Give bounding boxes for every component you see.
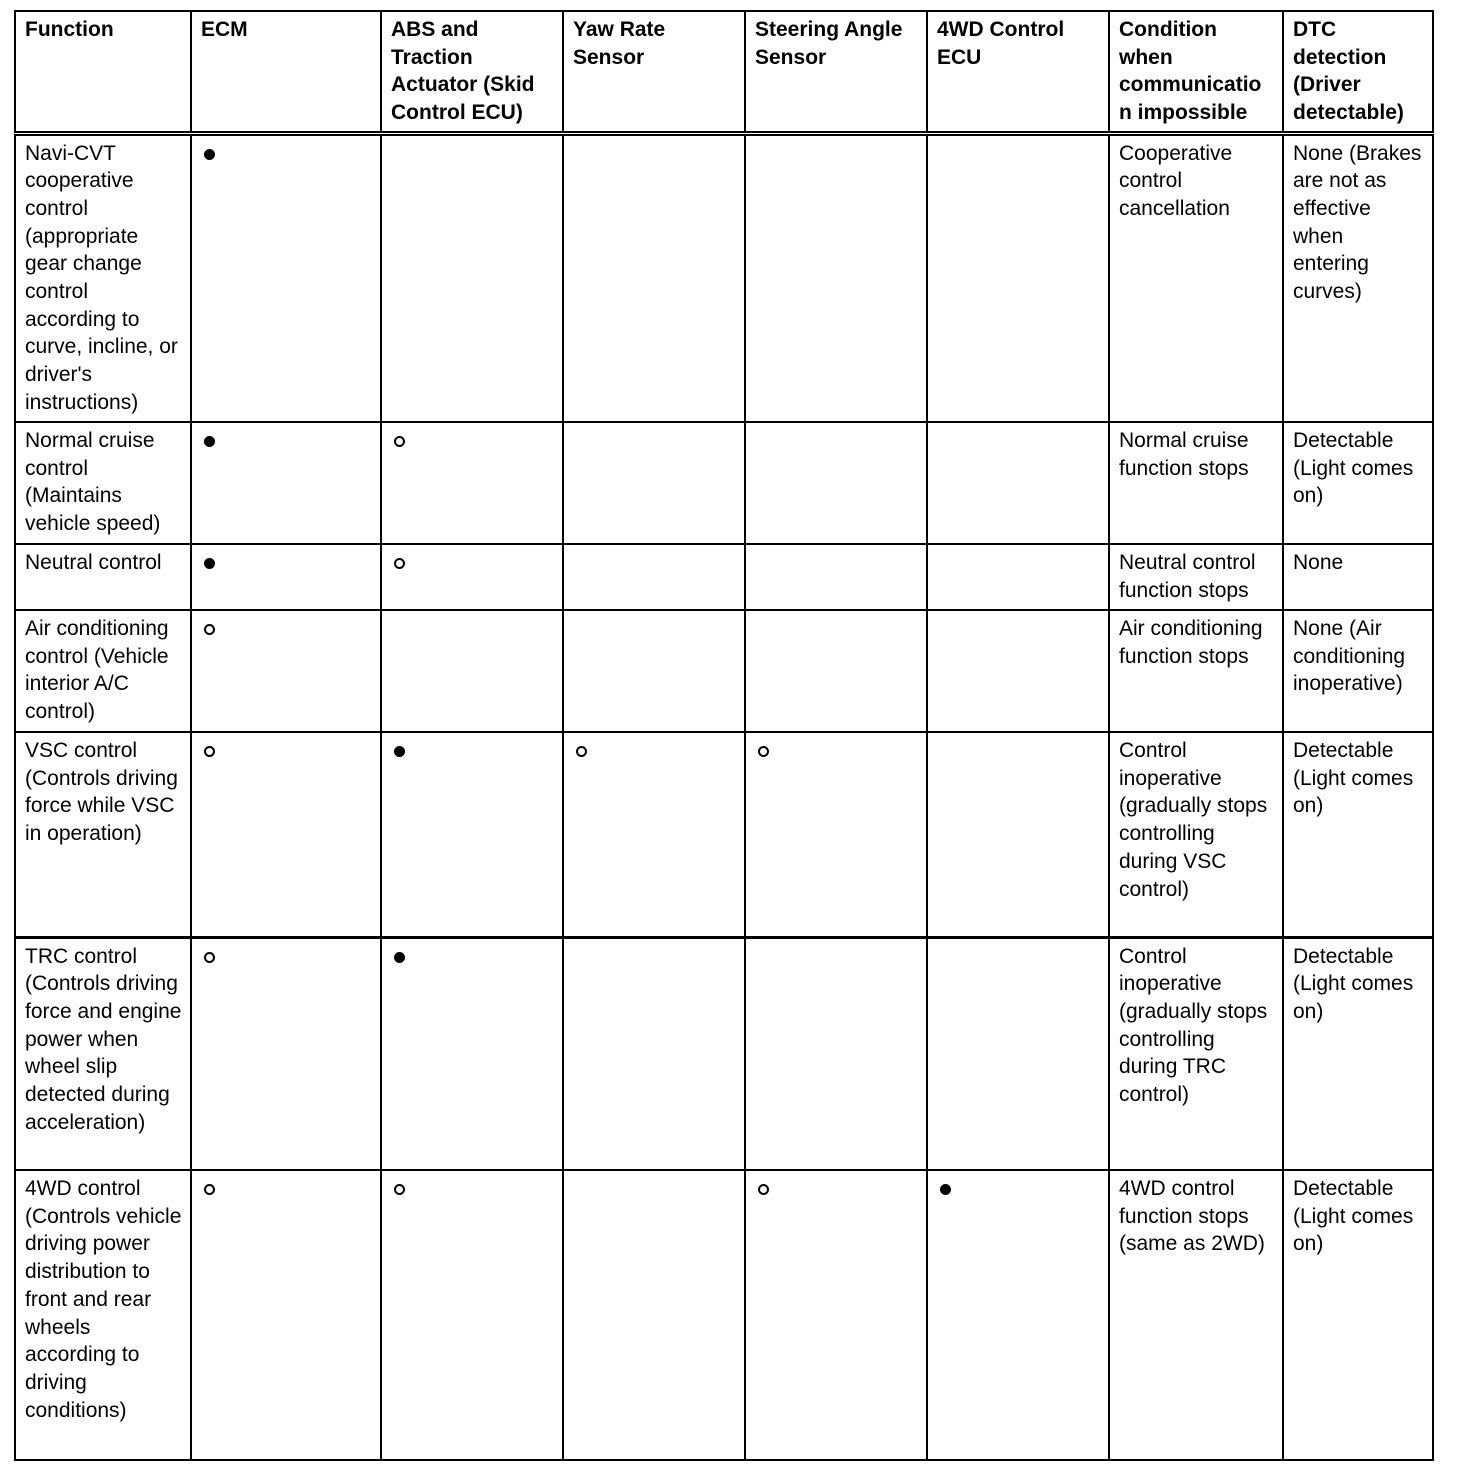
ecm-cell — [191, 1170, 381, 1460]
abs-cell — [381, 610, 563, 732]
condition-cell: Air conditioning function stops — [1109, 610, 1283, 732]
abs-cell — [381, 937, 563, 1170]
ecm-cell — [191, 422, 381, 544]
header-yaw-rate-sensor: Yaw Rate Sensor — [563, 11, 745, 133]
condition-cell: Normal cruise function stops — [1109, 422, 1283, 544]
fwd-cell — [927, 937, 1109, 1170]
abs-cell — [381, 133, 563, 422]
table-row — [15, 937, 1433, 1170]
abs-cell — [381, 422, 563, 544]
abs-cell — [381, 732, 563, 937]
steering-cell — [745, 422, 927, 544]
function-cell: Navi-CVT cooperative control (appropriate gear change control according to curve, incline, or driver's instructions) — [15, 133, 191, 422]
table-row — [15, 422, 1433, 544]
header-ecm: ECM — [191, 11, 381, 133]
condition-cell: Control inoperative (gradually stops controlling during TRC control) — [1109, 937, 1283, 1170]
open-circle-icon — [204, 746, 215, 757]
function-cell: VSC control (Controls driving force while VSC in operation) — [15, 732, 191, 937]
open-circle-icon — [394, 436, 405, 447]
condition-cell: Neutral control function stops — [1109, 544, 1283, 610]
yaw-cell — [563, 732, 745, 937]
header-abs-actuator: ABS and Traction Actuator (Skid Control ECU) — [381, 11, 563, 133]
open-circle-icon — [758, 1184, 769, 1195]
condition-cell: 4WD control function stops (same as 2WD) — [1109, 1170, 1283, 1460]
dtc-cell: Detectable (Light comes on) — [1283, 422, 1433, 544]
open-circle-icon — [204, 1184, 215, 1195]
function-cell: Air conditioning control (Vehicle interior A/C control) — [15, 610, 191, 732]
yaw-cell — [563, 422, 745, 544]
dtc-cell: Detectable (Light comes on) — [1283, 1170, 1433, 1460]
header-condition: Condition when communicatio n impossible — [1109, 11, 1283, 133]
function-cell: TRC control (Controls driving force and engine power when wheel slip detected during acceleration) — [15, 937, 191, 1170]
fwd-cell — [927, 732, 1109, 937]
header-4wd-control-ecu: 4WD Control ECU — [927, 11, 1109, 133]
function-cell: Normal cruise control (Maintains vehicle speed) — [15, 422, 191, 544]
table-row — [15, 610, 1433, 732]
table-row — [15, 1170, 1433, 1460]
open-circle-icon — [576, 746, 587, 757]
fwd-cell — [927, 422, 1109, 544]
open-circle-icon — [204, 952, 215, 963]
ecm-cell — [191, 544, 381, 610]
filled-circle-icon — [204, 558, 215, 569]
filled-circle-icon — [204, 149, 215, 160]
yaw-cell — [563, 133, 745, 422]
ecm-cell — [191, 610, 381, 732]
filled-circle-icon — [204, 436, 215, 447]
dtc-cell: None (Air conditioning inoperative) — [1283, 610, 1433, 732]
dtc-cell: Detectable (Light comes on) — [1283, 732, 1433, 937]
fwd-cell — [927, 610, 1109, 732]
header-row — [15, 11, 1433, 133]
dtc-cell: Detectable (Light comes on) — [1283, 937, 1433, 1170]
dtc-cell: None (Brakes are not as effective when entering curves) — [1283, 133, 1433, 422]
function-cell: 4WD control (Controls vehicle driving power distribution to front and rear wheels according to driving conditions) — [15, 1170, 191, 1460]
filled-circle-icon — [940, 1184, 951, 1195]
open-circle-icon — [394, 558, 405, 569]
yaw-cell — [563, 610, 745, 732]
yaw-cell — [563, 937, 745, 1170]
fwd-cell — [927, 544, 1109, 610]
can-function-table — [14, 10, 1434, 1461]
fwd-cell — [927, 1170, 1109, 1460]
steering-cell — [745, 133, 927, 422]
table-body — [15, 133, 1433, 1460]
abs-cell — [381, 1170, 563, 1460]
header-steering-angle-sensor: Steering Angle Sensor — [745, 11, 927, 133]
dtc-cell: None — [1283, 544, 1433, 610]
steering-cell — [745, 937, 927, 1170]
condition-cell: Control inoperative (gradually stops controlling during VSC control) — [1109, 732, 1283, 937]
steering-cell — [745, 1170, 927, 1460]
function-cell: Neutral control — [15, 544, 191, 610]
open-circle-icon — [394, 1184, 405, 1195]
ecm-cell — [191, 133, 381, 422]
steering-cell — [745, 732, 927, 937]
steering-cell — [745, 544, 927, 610]
ecm-cell — [191, 937, 381, 1170]
open-circle-icon — [758, 746, 769, 757]
steering-cell — [745, 610, 927, 732]
yaw-cell — [563, 544, 745, 610]
table-row — [15, 133, 1433, 422]
abs-cell — [381, 544, 563, 610]
header-function: Function — [15, 11, 191, 133]
ecm-cell — [191, 732, 381, 937]
open-circle-icon — [204, 624, 215, 635]
header-dtc-detection: DTC detection (Driver detectable) — [1283, 11, 1433, 133]
filled-circle-icon — [394, 746, 405, 757]
table-row — [15, 544, 1433, 610]
fwd-cell — [927, 133, 1109, 422]
table-row — [15, 732, 1433, 937]
yaw-cell — [563, 1170, 745, 1460]
condition-cell: Cooperative control cancellation — [1109, 133, 1283, 422]
filled-circle-icon — [394, 952, 405, 963]
